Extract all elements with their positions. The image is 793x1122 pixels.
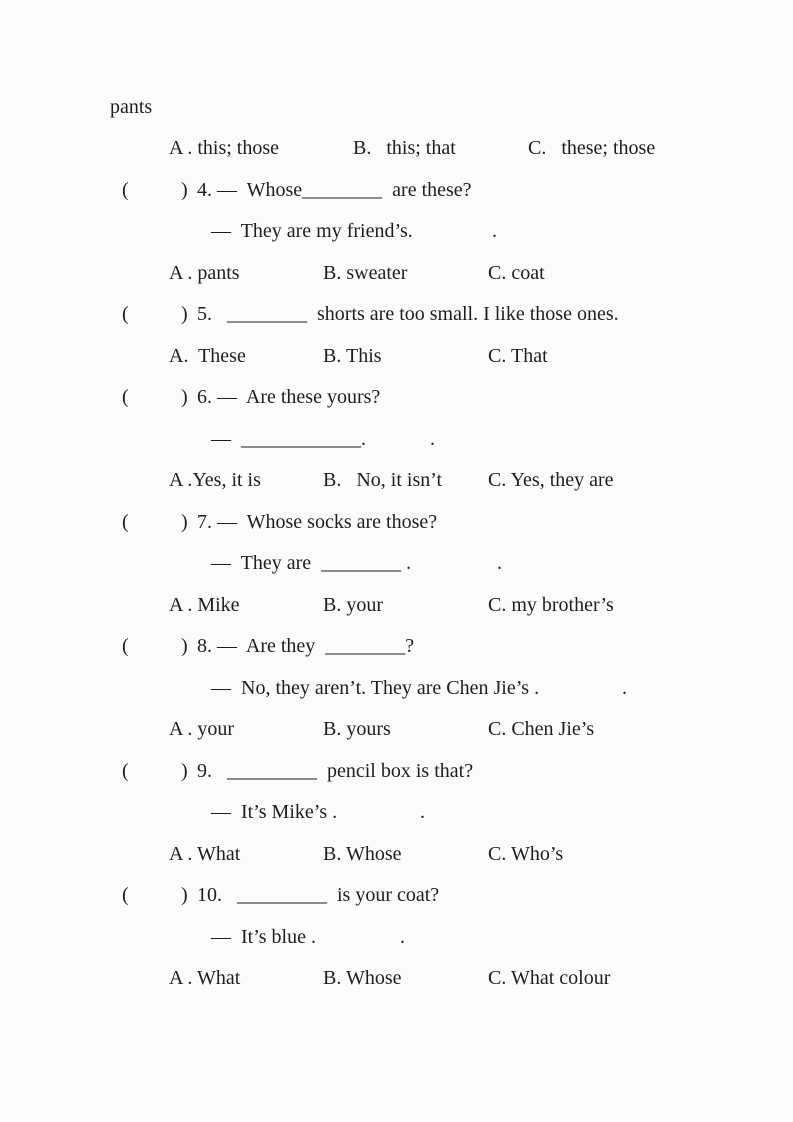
option-a: A . Mike — [169, 594, 240, 616]
answer-paren-close: ) — [181, 386, 188, 408]
option-b: B. No, it isn’t — [323, 469, 443, 491]
reply-tail-period: . — [492, 220, 497, 242]
reply-tail-period: . — [430, 428, 435, 450]
option-a: A . this; those — [169, 137, 280, 159]
question-text: 8. — Are they ________? — [197, 635, 415, 657]
option-a: A . your — [169, 718, 234, 740]
reply-line-q8 — [0, 677, 793, 711]
answer-paren-close: ) — [181, 760, 188, 782]
options-row-q8 — [0, 718, 793, 752]
question-line-q8 — [0, 635, 793, 669]
question-text: 9. _________ pencil box is that? — [197, 760, 474, 782]
answer-paren-open: ( — [122, 635, 129, 657]
answer-paren-open: ( — [122, 303, 129, 325]
answer-paren-open: ( — [122, 179, 129, 201]
options-row-q5 — [0, 345, 793, 379]
option-b: B. sweater — [323, 262, 408, 284]
carryover-word-line — [0, 96, 793, 130]
reply-line-q6 — [0, 428, 793, 462]
answer-paren-open: ( — [122, 511, 129, 533]
reply-text: — It’s blue . — [211, 926, 316, 948]
reply-tail-period: . — [497, 552, 502, 574]
question-line-q10 — [0, 884, 793, 918]
reply-text: — They are ________ . — [211, 552, 412, 574]
reply-line-q7 — [0, 552, 793, 586]
option-a: A .Yes, it is — [169, 469, 261, 491]
reply-tail-period: . — [622, 677, 627, 699]
question-text: 5. ________ shorts are too small. I like those ones. — [197, 303, 619, 325]
reply-line-q10 — [0, 926, 793, 960]
reply-line-q9 — [0, 801, 793, 835]
answer-paren-open: ( — [122, 760, 129, 782]
answer-paren-close: ) — [181, 303, 188, 325]
option-c: C. Chen Jie’s — [488, 718, 595, 740]
reply-text: — ____________. — [211, 428, 366, 450]
option-b: B. your — [323, 594, 383, 616]
question-line-q7 — [0, 511, 793, 545]
option-c: C. Who’s — [488, 843, 564, 865]
answer-paren-open: ( — [122, 884, 129, 906]
question-text: 10. _________ is your coat? — [197, 884, 440, 906]
option-a: A . What — [169, 843, 241, 865]
options-row-q6 — [0, 469, 793, 503]
question-line-q5 — [0, 303, 793, 337]
option-a: A . pants — [169, 262, 240, 284]
option-c: C. That — [488, 345, 548, 367]
options-row-q9 — [0, 843, 793, 877]
option-a: A. These — [169, 345, 246, 367]
option-c: C. Yes, they are — [488, 469, 614, 491]
question-line-q4 — [0, 179, 793, 213]
option-b: B. Whose — [323, 843, 402, 865]
option-c: C. What colour — [488, 967, 611, 989]
options-row-q3 — [0, 137, 793, 171]
options-row-q10 — [0, 967, 793, 1001]
option-b: B. Whose — [323, 967, 402, 989]
question-text: 6. — Are these yours? — [197, 386, 381, 408]
answer-paren-close: ) — [181, 179, 188, 201]
option-b: B. This — [323, 345, 382, 367]
reply-line-q4 — [0, 220, 793, 254]
question-text: 7. — Whose socks are those? — [197, 511, 438, 533]
answer-paren-close: ) — [181, 884, 188, 906]
option-a: A . What — [169, 967, 241, 989]
question-line-q9 — [0, 760, 793, 794]
answer-paren-close: ) — [181, 635, 188, 657]
option-c: C. my brother’s — [488, 594, 614, 616]
reply-tail-period: . — [420, 801, 425, 823]
reply-text: — They are my friend’s. — [211, 220, 413, 242]
reply-tail-period: . — [400, 926, 405, 948]
answer-paren-open: ( — [122, 386, 129, 408]
answer-paren-close: ) — [181, 511, 188, 533]
option-c: C. coat — [488, 262, 545, 284]
carryover-word: pants — [110, 96, 153, 118]
option-c: C. these; those — [528, 137, 656, 159]
options-row-q7 — [0, 594, 793, 628]
options-row-q4 — [0, 262, 793, 296]
option-b: B. this; that — [353, 137, 456, 159]
reply-text: — It’s Mike’s . — [211, 801, 338, 823]
question-text: 4. — Whose________ are these? — [197, 179, 472, 201]
question-line-q6 — [0, 386, 793, 420]
option-b: B. yours — [323, 718, 391, 740]
reply-text: — No, they aren’t. They are Chen Jie’s . — [211, 677, 540, 699]
